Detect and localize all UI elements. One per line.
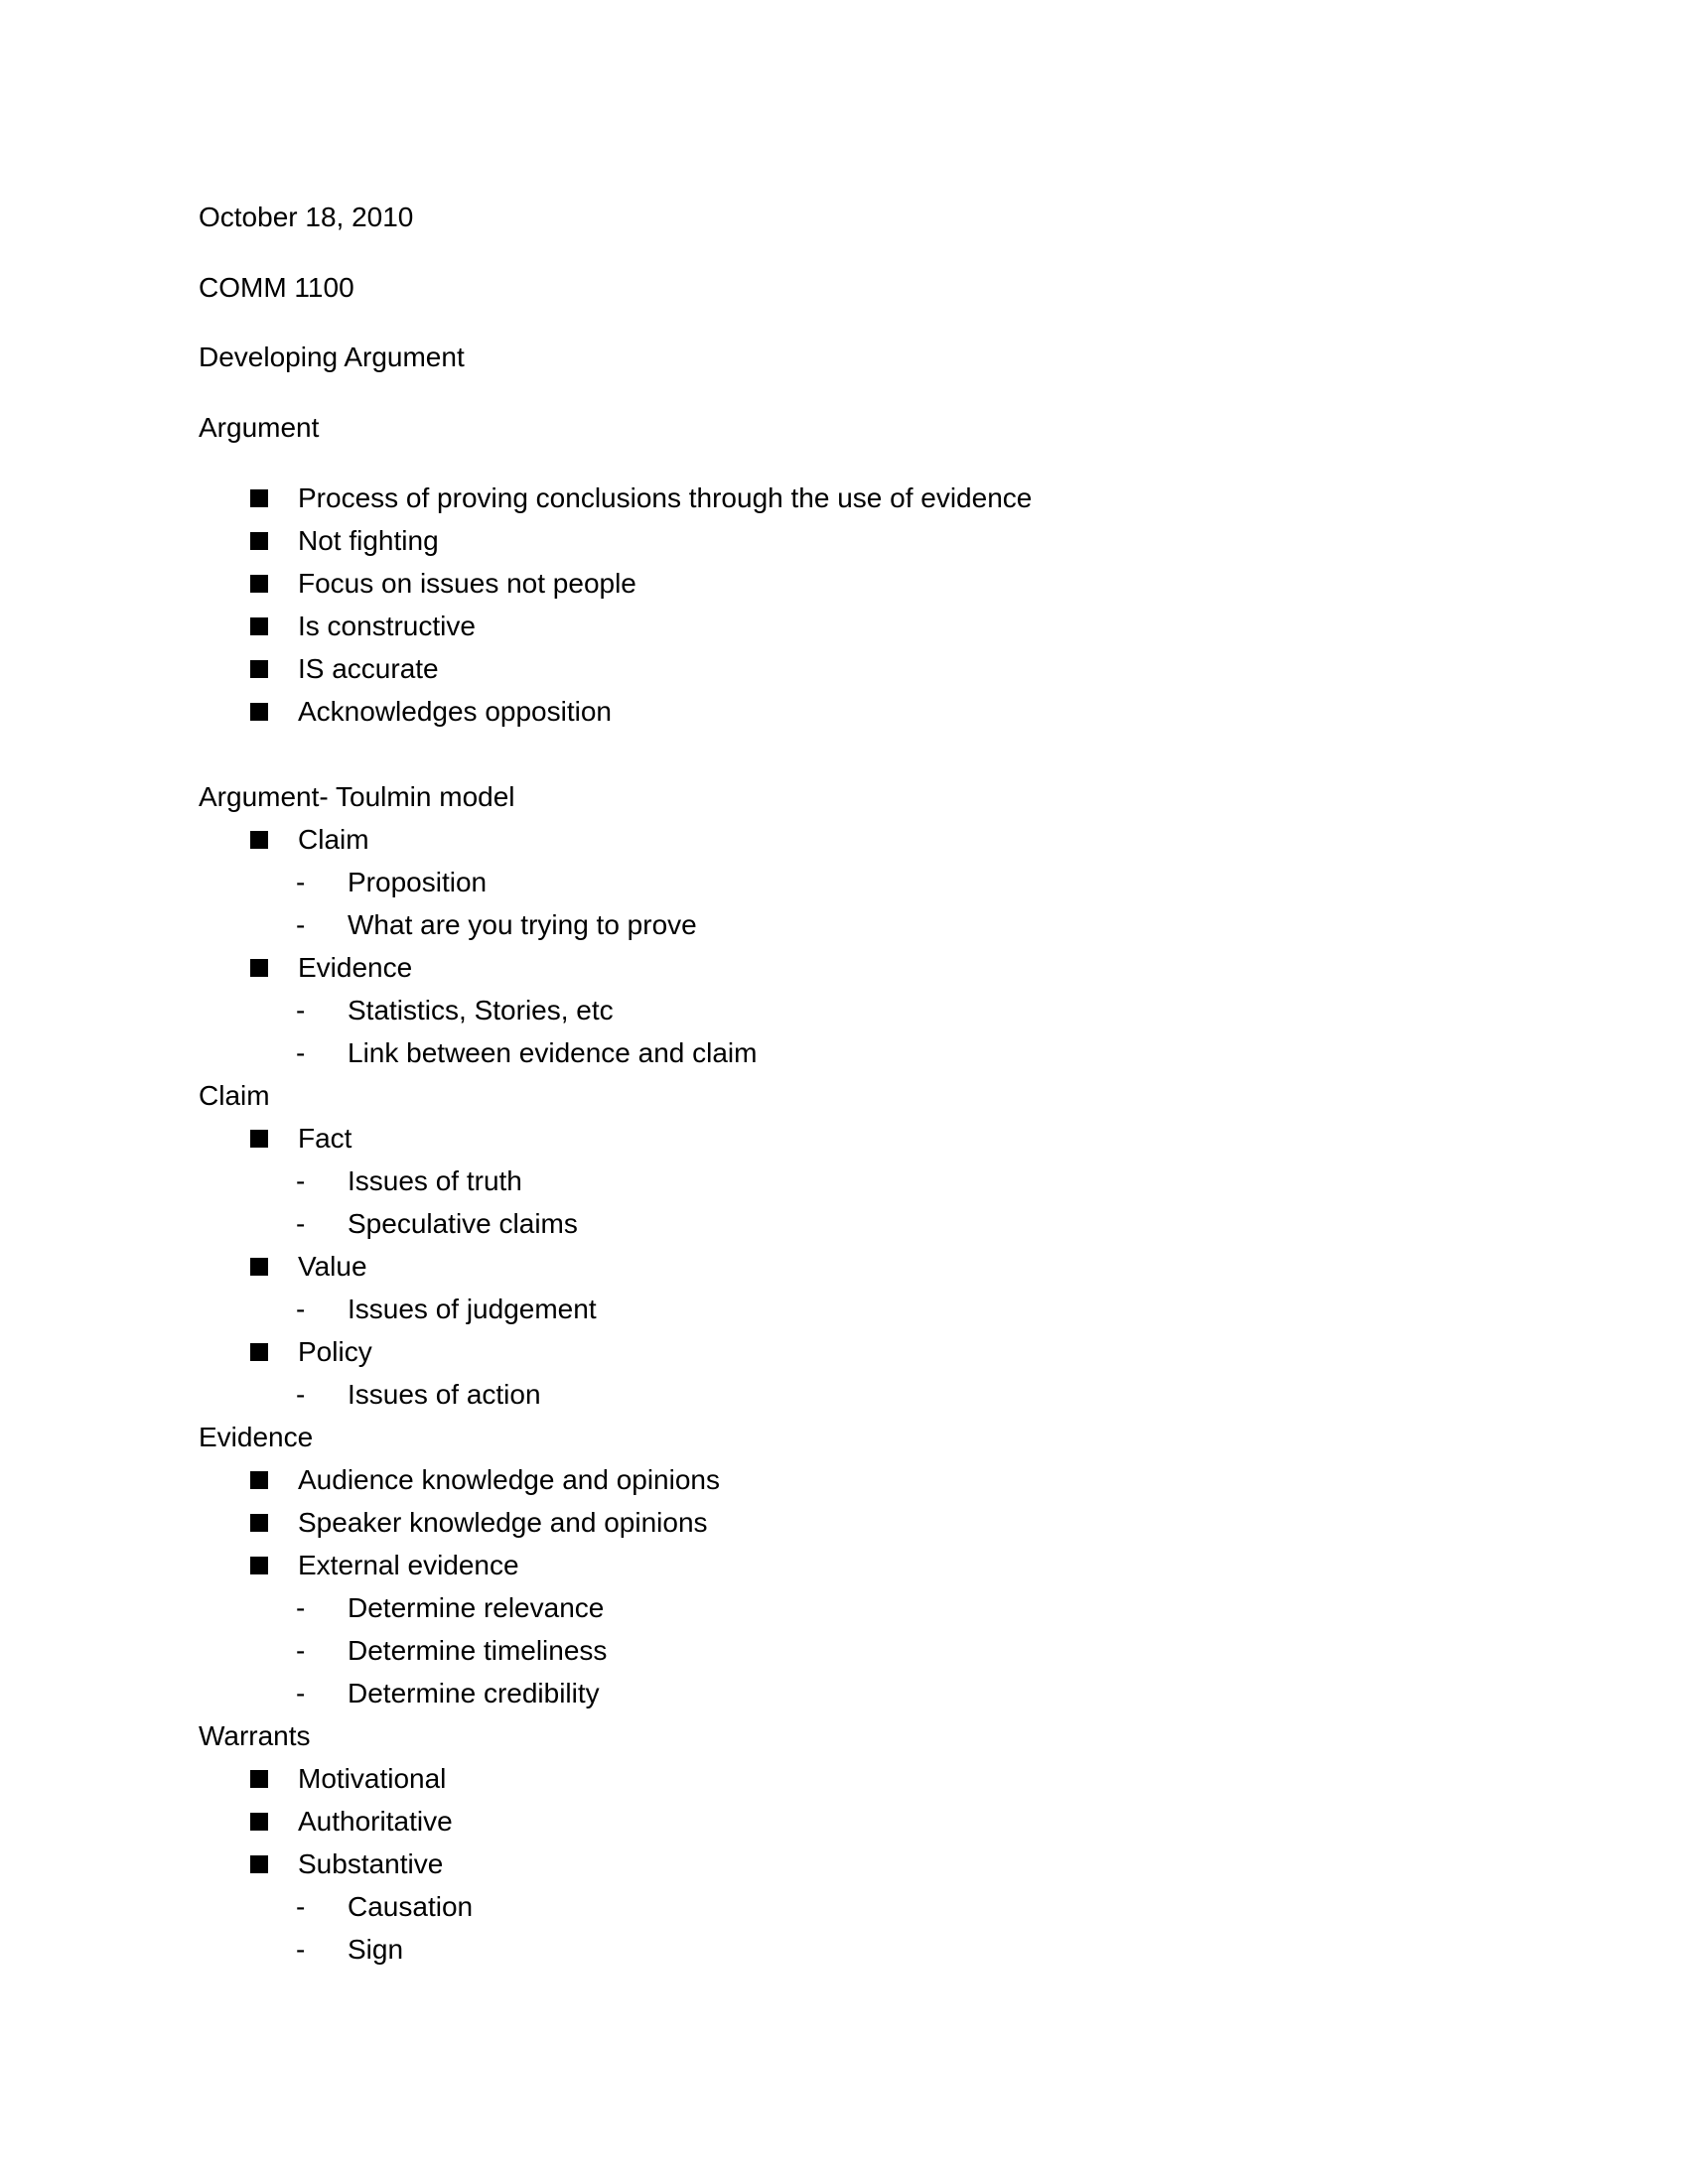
- dash-marker: -: [296, 1379, 306, 1410]
- list-item-text: Claim: [298, 824, 369, 855]
- square-bullet-icon: [250, 1471, 268, 1489]
- square-bullet-icon: [250, 1343, 268, 1361]
- dash-marker: -: [296, 1037, 306, 1068]
- list-item-text: Authoritative: [298, 1806, 453, 1837]
- list-item-text: Is constructive: [298, 611, 476, 641]
- dash-marker: -: [296, 1678, 306, 1708]
- square-bullet-icon: [250, 532, 268, 550]
- square-bullet-icon: [250, 959, 268, 977]
- list-item-text: Not fighting: [298, 525, 439, 556]
- sub-list-item-text: Speculative claims: [348, 1208, 578, 1239]
- square-bullet-icon: [250, 1514, 268, 1532]
- sub-list-item-text: Sign: [348, 1934, 404, 1965]
- list-item-text: External evidence: [298, 1550, 519, 1580]
- square-bullet-icon: [250, 575, 268, 593]
- section-title-argument: Argument: [199, 412, 320, 443]
- sub-list-item-text: Determine relevance: [348, 1592, 605, 1623]
- square-bullet-icon: [250, 489, 268, 507]
- square-bullet-icon: [250, 617, 268, 635]
- dash-marker: -: [296, 995, 306, 1025]
- list-item-text: IS accurate: [298, 653, 439, 684]
- square-bullet-icon: [250, 1258, 268, 1276]
- section-title-warrants: Warrants: [199, 1720, 311, 1751]
- sub-list-item-text: Issues of action: [348, 1379, 541, 1410]
- list-item-text: Acknowledges opposition: [298, 696, 612, 727]
- section-title-evidence: Evidence: [199, 1422, 314, 1452]
- dash-marker: -: [296, 1635, 306, 1666]
- sub-list-item-text: Proposition: [348, 867, 488, 897]
- list-item-text: Evidence: [298, 952, 413, 983]
- section-title-claim: Claim: [199, 1080, 270, 1111]
- sub-list-item-text: Determine timeliness: [348, 1635, 608, 1666]
- dash-marker: -: [296, 1891, 306, 1922]
- square-bullet-icon: [250, 1855, 268, 1873]
- sub-list-item-text: Causation: [348, 1891, 474, 1922]
- document-date: October 18, 2010: [199, 202, 414, 232]
- course-code: COMM 1100: [199, 272, 354, 303]
- list-item-text: Speaker knowledge and opinions: [298, 1507, 708, 1538]
- sub-list-item-text: Statistics, Stories, etc: [348, 995, 614, 1025]
- square-bullet-icon: [250, 1557, 268, 1574]
- sub-list-item-text: Issues of truth: [348, 1165, 522, 1196]
- dash-marker: -: [296, 909, 306, 940]
- list-item-text: Substantive: [298, 1848, 444, 1879]
- square-bullet-icon: [250, 703, 268, 721]
- section-title-toulmin: Argument- Toulmin model: [199, 781, 515, 812]
- square-bullet-icon: [250, 1130, 268, 1148]
- dash-marker: -: [296, 867, 306, 897]
- list-item-text: Audience knowledge and opinions: [298, 1464, 720, 1495]
- dash-marker: -: [296, 1294, 306, 1324]
- list-item-text: Motivational: [298, 1763, 447, 1794]
- list-item-text: Fact: [298, 1123, 352, 1154]
- list-item-text: Process of proving conclusions through the use of evidence: [298, 482, 1033, 513]
- square-bullet-icon: [250, 1770, 268, 1788]
- lecture-topic: Developing Argument: [199, 341, 465, 372]
- list-item-text: Value: [298, 1251, 367, 1282]
- dash-marker: -: [296, 1165, 306, 1196]
- sub-list-item-text: Determine credibility: [348, 1678, 600, 1708]
- sub-list-item-text: Link between evidence and claim: [348, 1037, 758, 1068]
- square-bullet-icon: [250, 1813, 268, 1831]
- dash-marker: -: [296, 1934, 306, 1965]
- sub-list-item-text: What are you trying to prove: [348, 909, 697, 940]
- dash-marker: -: [296, 1592, 306, 1623]
- sub-list-item-text: Issues of judgement: [348, 1294, 597, 1324]
- dash-marker: -: [296, 1208, 306, 1239]
- list-item-text: Focus on issues not people: [298, 568, 636, 599]
- list-item-text: Policy: [298, 1336, 372, 1367]
- square-bullet-icon: [250, 660, 268, 678]
- square-bullet-icon: [250, 831, 268, 849]
